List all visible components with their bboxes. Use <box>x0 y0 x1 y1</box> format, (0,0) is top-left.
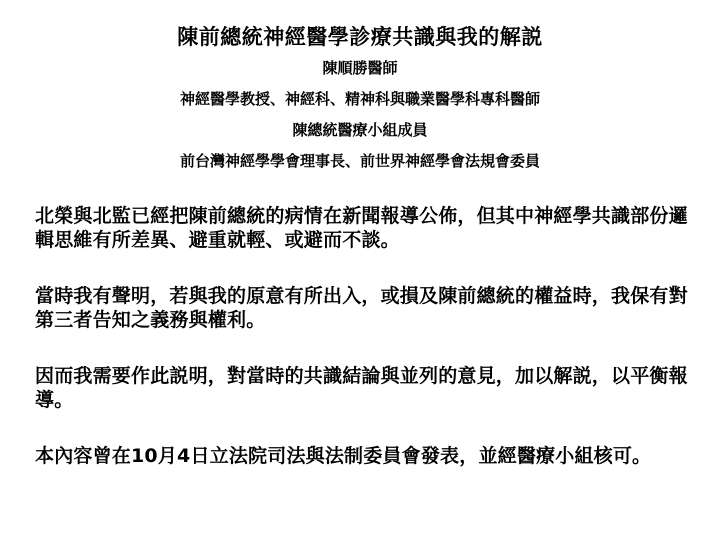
author-former-positions: 前台灣神經學學會理事長、前世界神經學會法規會委員 <box>179 152 540 170</box>
body-paragraph-3: 因而我需要作此説明，對當時的共識結論與並列的意見，加以解説，以平衡報導。 <box>35 365 688 411</box>
body-paragraph-2: 當時我有聲明，若與我的原意有所出入，或損及陳前總統的權益時，我保有對第三者告知之義務與權利。 <box>35 285 688 331</box>
author-credentials: 神經醫學教授、神經科、精神科與職業醫學科專科醫師 <box>179 90 540 108</box>
slide-title: 陳前總統神經醫學診療共識與我的解説 <box>177 25 543 49</box>
author-team-role: 陳總統醫療小組成員 <box>292 121 428 139</box>
slide-header <box>0 22 720 171</box>
slide-body <box>35 204 695 500</box>
author-name: 陳順勝醫師 <box>322 59 398 77</box>
body-paragraph-1: 北榮與北監已經把陳前總統的病情在新聞報導公佈，但其中神經學共識部份邏輯思維有所差異、避重就輕、或避而不談。 <box>35 205 688 251</box>
body-paragraph-4: 本內容曾在10月4日立法院司法與法制委員會發表，並經醫療小組核可。 <box>35 445 652 467</box>
